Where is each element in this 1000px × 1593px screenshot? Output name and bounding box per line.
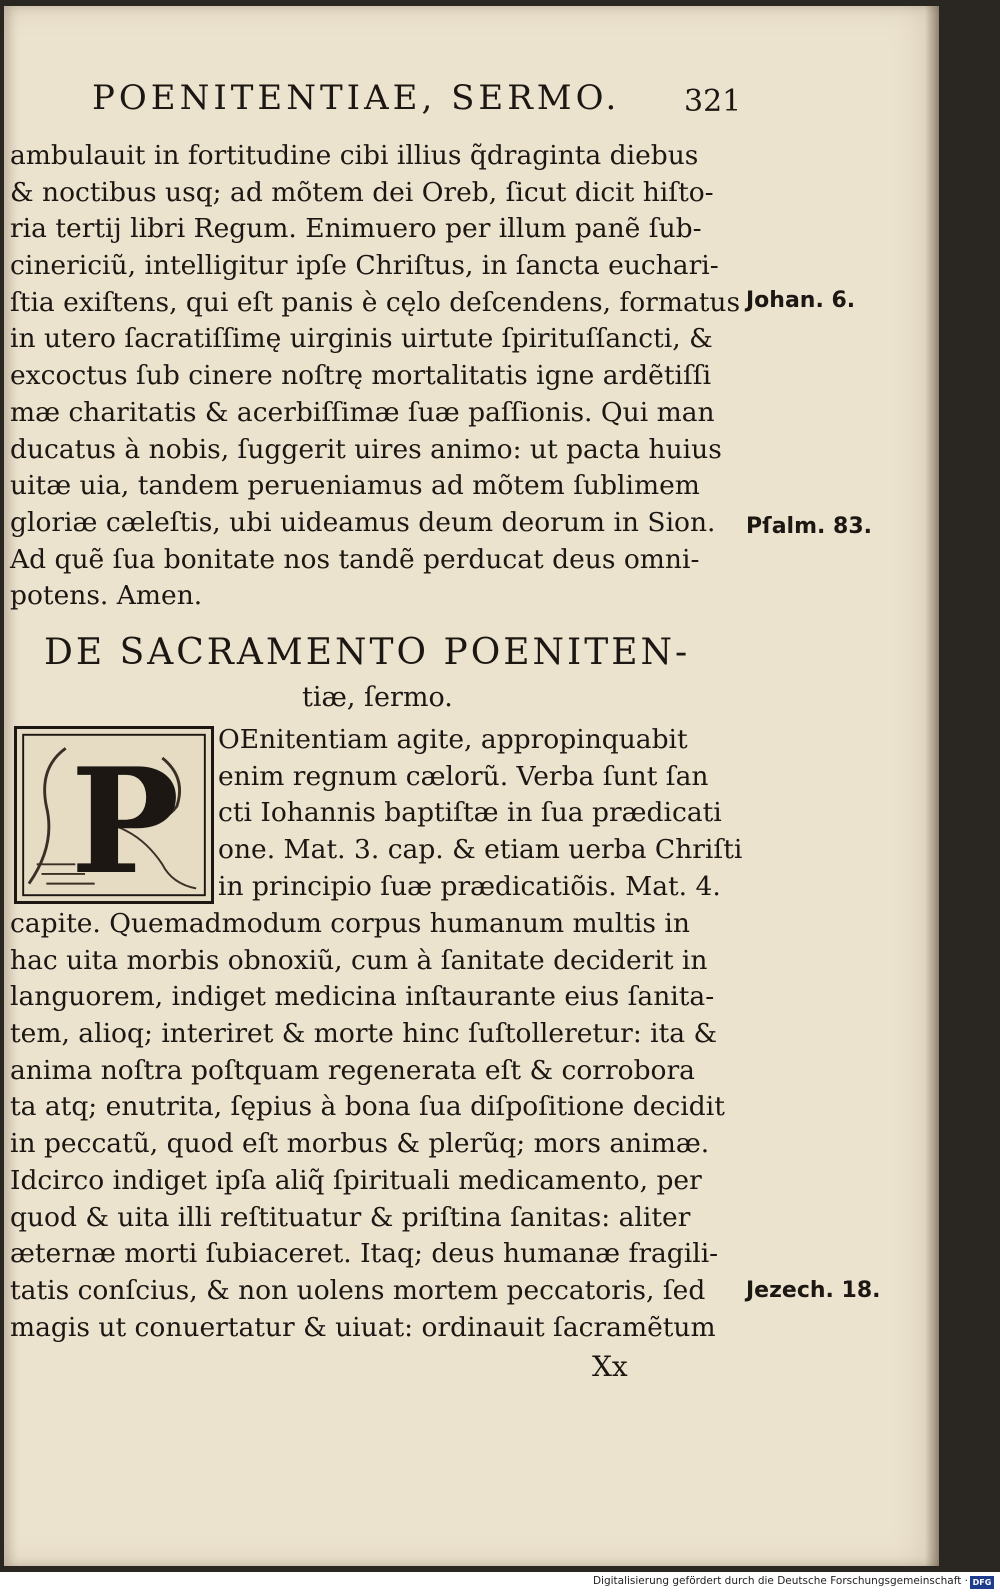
text-line: gloriæ cæleſtis, ubi uideamus deum deorum in Sion. — [10, 506, 716, 538]
footer-credit: Digitalisierung gefördert durch die Deutsche Forschungsgemeinschaft · — [592, 1575, 968, 1587]
page-number: 321 — [684, 84, 742, 119]
section1-text — [10, 138, 740, 615]
text-line: in principio ſuæ prædicatiõis. Mat. 4. — [218, 870, 721, 902]
section-heading: DE SACRAMENTO POENITEN- — [44, 632, 691, 673]
text-line: ambulauit in fortitudine cibi illius q̃draginta diebus — [10, 140, 699, 171]
text-line: magis ut conuertatur & uiuat: ordinauit ſacramẽtum — [10, 1311, 716, 1343]
book-page — [4, 6, 939, 1566]
text-line: enim regnum cælorũ. Verba ſunt ſan — [218, 760, 709, 792]
text-line: & noctibus usq; ad mõtem dei Oreb, ſicut dicit hiſto- — [10, 176, 714, 208]
section2-indented-text — [218, 722, 743, 905]
text-line: hac uita morbis obnoxiũ, cum à ſanitate deciderit in — [10, 944, 708, 976]
text-line: one. Mat. 3. cap. & etiam uerba Chriſti — [218, 834, 743, 866]
text-line: OEnitentiam agite, appropinquabit — [218, 724, 688, 755]
text-line: ducatus à nobis, ſuggerit uires animo: ut pacta huius — [10, 433, 722, 465]
woodcut-initial-icon — [17, 729, 211, 901]
text-line: ta atq; enutrita, ſępius à bona ſua diſpoſitione decidit — [10, 1091, 725, 1123]
margin-note-psalm: Pſalm. 83. — [746, 514, 872, 539]
text-line: potens. Amen. — [10, 580, 203, 612]
text-line: uitæ uia, tandem perueniamus ad mõtem ſublimem — [10, 470, 700, 502]
text-line: Ad quẽ ſua bonitate nos tandẽ perducat deus omni- — [10, 543, 700, 575]
text-line: Idcirco indiget ipſa aliq̃ ſpirituali medicamento, per — [10, 1164, 702, 1196]
text-line: æternæ morti ſubiaceret. Itaq; deus humanæ fragili- — [10, 1238, 719, 1270]
text-line: mæ charitatis & acerbiſſimæ ſuæ paſſionis. Qui man — [10, 396, 715, 428]
decorated-initial — [14, 726, 214, 904]
text-line: ria tertij libri Regum. Enimuero per illum panẽ ſub- — [10, 213, 702, 245]
drop-cap-letter: P — [70, 737, 180, 901]
margin-note-jezech: Jezech. 18. — [746, 1278, 881, 1303]
margin-note-johan: Johan. 6. — [746, 288, 856, 313]
text-line: in utero ſacratiſſimę uirginis uirtute ſpirituſſancti, & — [10, 323, 713, 355]
running-title: POENITENTIAE, SERMO. — [92, 78, 621, 118]
text-line: anima noſtra poſtquam regenerata eſt & corrobora — [10, 1054, 695, 1086]
signature-mark: Xx — [592, 1350, 628, 1383]
section2-text — [10, 906, 740, 1346]
section-subheading: tiæ, ſermo. — [302, 682, 453, 713]
text-line: tem, alioq; interiret & morte hinc ſuſtolleretur: ita & — [10, 1018, 718, 1050]
footer-bar — [0, 1572, 1000, 1593]
text-line: ſtia exiſtens, qui eſt panis è cęlo deſcendens, formatus — [10, 286, 741, 318]
text-line: cti Iohannis baptiſtæ in ſua prædicati — [218, 797, 722, 829]
text-line: languorem, indiget medicina inſtaurante eius ſanita- — [10, 981, 715, 1013]
dfg-logo-icon: DFG — [970, 1576, 994, 1589]
text-line: tatis conſcius, & non uolens mortem peccatoris, ſed — [10, 1274, 706, 1306]
text-line: capite. Quemadmodum corpus humanum multis in — [10, 908, 690, 939]
text-line: quod & uita illi reſtituatur & priſtina ſanitas: aliter — [10, 1201, 691, 1233]
text-line: in peccatũ, quod eſt morbus & plerũq; mors animæ. — [10, 1128, 710, 1160]
text-line: excoctus ſub cinere noſtrę mortalitatis igne ardẽtiſſi — [10, 360, 712, 392]
text-line: cinericiũ, intelligitur ipſe Chriſtus, in ſancta euchari- — [10, 250, 719, 282]
